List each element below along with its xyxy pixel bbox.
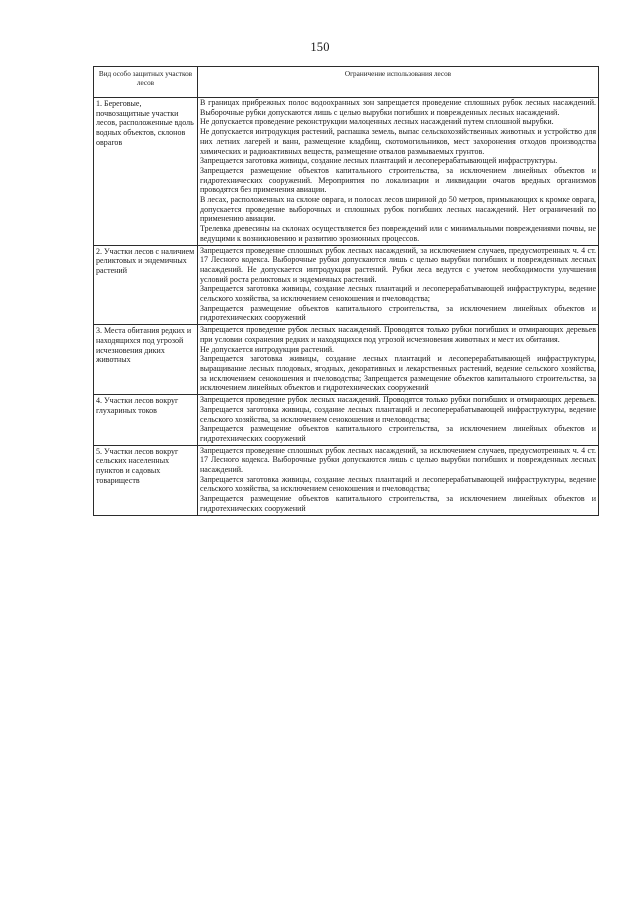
protected-area-category: 4. Участки лесов вокруг глухариных токов (94, 395, 198, 446)
table-row (94, 445, 599, 515)
restriction-paragraph: Не допускается интродукция растений, распашка земель, выпас сельскохозяйственных животных и устройство для них летних лагерей и ванн, размещение кладбищ, скотомогильников, мест захоронения отходов производства химических и радиоактивных веществ, размещение отвалов размываемых грунтов. (200, 127, 596, 156)
table-row (94, 325, 599, 395)
table-row (94, 98, 599, 246)
restriction-text-cell (198, 395, 599, 446)
restriction-paragraph: Запрещается заготовка живицы, создание лесных плантаций и лесоперерабатывающей инфраструктуры, ведение сельского хозяйства, за исключением сенокошения и пчеловодства; (200, 284, 596, 304)
table-body (94, 98, 599, 516)
forest-restrictions-table (93, 66, 599, 516)
table-row (94, 245, 599, 325)
table-header-row (94, 67, 599, 98)
header-forest-use-restriction: Ограничение использования лесов (198, 67, 599, 98)
page-number: 150 (310, 40, 330, 54)
restriction-paragraph: Запрещается заготовка живицы, создание лесных плантаций и лесоперерабатывающей инфраструктуры, ведение сельского хозяйства, за исключением сенокошения и пчеловодства; (200, 474, 596, 494)
restriction-paragraph: В границах прибрежных полос водоохранных зон запрещается проведение сплошных рубок лесных насаждений. Выборочные рубки допускаются лишь с целью вырубки погибших и поврежденных лесных насаждений. (200, 98, 596, 117)
restriction-text-cell (198, 445, 599, 515)
protected-area-category: 1. Береговые, почвозащитные участки лесов, расположенные вдоль водных объектов, склонов оврагов (94, 98, 198, 246)
restriction-paragraph: Запрещается заготовка живицы, создание лесных плантаций и лесоперерабатывающей инфраструктуры, выращивание лесных плодовых, ягодных, декоративных и лекарственных растений, ведение сельского хозяйства, за исключением сенокошения и пчеловодства; Запрещается размещение объектов капитального строительства, за исключением линейных объектов и гидротехнических сооружений (200, 354, 596, 393)
restriction-paragraph: Запрещается проведение рубок лесных насаждений. Проводятся только рубки погибших и отмирающих деревьев при условии сохранения редких и находящихся под угрозой исчезновения животных и мест их обитания. (200, 325, 596, 344)
restriction-text-cell (198, 245, 599, 325)
restriction-paragraph: Трелевка древесины на склонах осуществляется без повреждений или с минимальными повреждениями почвы, не ведущими к возникновению и развитию эрозионных процессов. (200, 224, 596, 243)
header-protected-area-type: Вид особо защитных участков лесов (94, 67, 198, 98)
restriction-text-cell (198, 98, 599, 246)
restriction-text-cell (198, 325, 599, 395)
restriction-paragraph: Запрещается проведение сплошных рубок лесных насаждений, за исключением случаев, предусмотренных ч. 4 ст. 17 Лесного кодекса. Выборочные рубки допускаются лишь с целью вырубки погибших и поврежденных лесных насаждений. Не допускается интродукция растений. Рубки леса ведутся с учетом необходимости улучшения условий роста реликтовых и эндемичных растений. (200, 245, 596, 284)
restriction-paragraph: Запрещается размещение объектов капитального строительства, за исключением линейных объектов и гидротехнических сооружений. Мероприятия по локализации и ликвидации очагов вредных организмов проводятся без применения авиации. (200, 165, 596, 195)
restriction-paragraph: Запрещается проведение рубок лесных насаждений. Проводятся только рубки погибших и отмирающих деревьев. Запрещается заготовка живицы, создание лесных плантаций и лесоперерабатывающей инфраструктуры, ведение сельского хозяйства, за исключением сенокошения и пчеловодства; (200, 395, 596, 424)
restriction-paragraph: В лесах, расположенных на склоне оврага, и полосах лесов шириной до 50 метров, примыкающих к кромке оврага, допускается проведение выборочных и сплошных рубок погибших лесных насаждений. Нет ограничений по применению авиации. (200, 195, 596, 224)
protected-area-category: 2. Участки лесов с наличием реликтовых и эндемичных растений (94, 245, 198, 325)
restriction-paragraph: Запрещается заготовка живицы, создание лесных плантаций и лесоперерабатывающей инфраструктуры. (200, 156, 558, 166)
restriction-paragraph: Запрещается размещение объектов капитального строительства, за исключением линейных объектов и гидротехнических сооружений (200, 424, 596, 443)
restriction-paragraph: Не допускается интродукция растений. (200, 344, 335, 354)
restriction-paragraph: Запрещается размещение объектов капитального строительства, за исключением линейных объектов и гидротехнических сооружений (200, 494, 596, 513)
restriction-paragraph: Запрещается размещение объектов капитального строительства, за исключением линейных объектов и гидротехнических сооружений (200, 303, 596, 323)
protected-area-category: 3. Места обитания редких и находящихся под угрозой исчезновения диких животных (94, 325, 198, 395)
protected-area-category: 5. Участки лесов вокруг сельских населенных пунктов и садовых товариществ (94, 445, 198, 515)
table-row (94, 395, 599, 446)
restriction-paragraph: Не допускается проведение реконструкции малоценных лесных насаждений путем сплошной вырубки. (200, 117, 554, 127)
restriction-paragraph: Запрещается проведение сплошных рубок лесных насаждений, за исключением случаев, предусмотренных ч. 4 ст. 17 Лесного кодекса. Выборочные рубки допускаются лишь с целью вырубки погибших и поврежденных лесных насаждений. (200, 445, 596, 475)
